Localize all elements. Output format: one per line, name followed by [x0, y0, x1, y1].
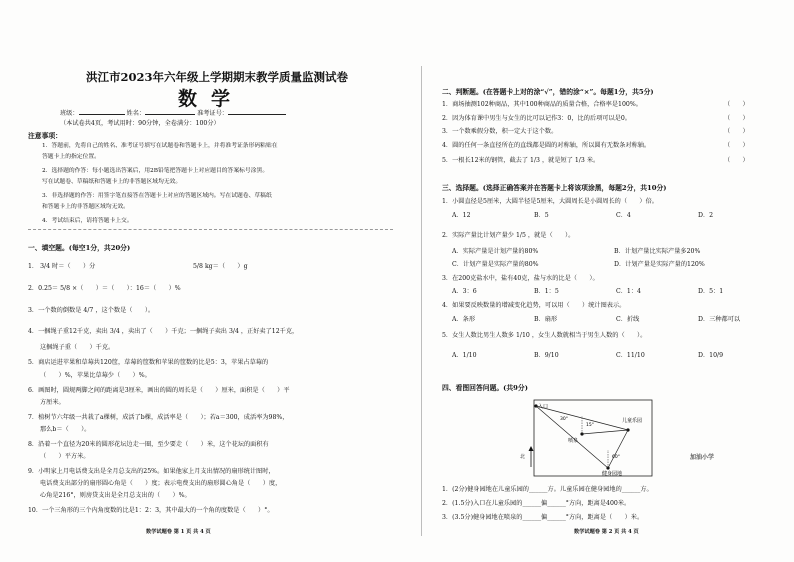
question-1: 1． 3/4 时＝（ ）分 [28, 263, 96, 270]
choice-q3: 3．在200克盐水中，盐有40克，盐与水的比是（ ）。 [442, 275, 599, 282]
question-6-cont: 方厘米。 [40, 399, 65, 406]
choice-option: C．1：4 [616, 288, 641, 295]
map-q1: 1．(2分)健身园地在儿童乐园的______方。儿童乐园在健身园地的______方。 [442, 486, 653, 493]
answer-paren: （ ） [724, 142, 749, 149]
choice-option: A．12 [452, 212, 471, 219]
fraction: 11/10 [626, 352, 645, 359]
choice-option: A．3：6 [452, 288, 477, 295]
choice-q1: 1．小圆直径是5厘米，大圆半径是5厘米，大圆周长是小圆周长的（ ）倍。 [442, 198, 658, 205]
note-line: 2．选择题的作答：每小题选出答案后，用2B铅笔把答题卡上对应题目的答案标号涂黑。 [42, 168, 269, 174]
ticket-field[interactable] [228, 114, 286, 115]
choice-option: C．折线 [616, 316, 640, 323]
map-figure [524, 398, 656, 478]
choice-option: D．5：1 [698, 288, 724, 295]
notes-heading: 注意事项： [28, 132, 62, 140]
section1-heading: 一、填空题。(每空1分，共20分) [28, 244, 131, 252]
map-q3: 3．(3.5分)健身园地在喷泉的______偏______°方向，距离是（ ）米。 [442, 514, 644, 521]
north-arrow-icon [524, 446, 538, 468]
notes-divider [28, 229, 393, 230]
choice-option: D．2 [698, 212, 714, 219]
class-field[interactable] [79, 114, 125, 115]
page-title: 洪江市2023年六年级上学期期末教学质量监测试卷 [86, 70, 349, 84]
choice-option: C．计划产量是实际产量的80% [452, 261, 539, 268]
gym-label: 健身园地 [602, 471, 623, 477]
note-line: 4．考试结束后，请将答题卡上交。 [42, 218, 133, 224]
question-2: 2．0.25＝ 5/8 ×（ ）＝（ ）：16＝（ ）% [28, 285, 181, 292]
question-7-cont: 那么b＝（ ）。 [40, 426, 91, 433]
choice-q2: 2．实际产量比计划产量少 1/5 ，就是（ ）。 [442, 232, 575, 239]
fraction: 3/4 [109, 328, 120, 335]
choice-option: D．10/9 [698, 352, 724, 359]
section4-heading: 四、看图回答问题。(共9分) [442, 384, 528, 392]
fraction: 10/9 [709, 352, 724, 359]
note-line: 3．非选择题的作答：用签字笔直接答在答题卡上对应的答题区域内。写在试题卷、草稿纸 [42, 193, 272, 199]
question-5-cont: （ ）%，苹果比草莓少（ ）%。 [40, 372, 151, 379]
choice-option: B．5 [534, 212, 549, 219]
note-line: 和答题卡上的非答题区域均无效。 [42, 204, 129, 210]
question-9: 9．小明家上月电话费支出是全月总支出的25%。如果他家上月支出情况的扇形统计图时， [28, 468, 275, 475]
fraction: 1/10 [515, 332, 530, 339]
answer-paren: （ ） [724, 101, 749, 108]
fraction: 3/4 [228, 328, 239, 335]
question-8-cont: （ ）平方米。 [40, 453, 90, 460]
subject-title: 数学 [178, 88, 245, 110]
choice-option: A．条形 [452, 316, 476, 323]
fraction: 5/8 [60, 285, 71, 292]
question-1b: 5/8 kg＝（ ）g [193, 263, 248, 270]
fraction: 1/3 [530, 157, 540, 164]
ticket-label: 准考证号： [197, 110, 228, 117]
student-info-line [60, 110, 286, 118]
choice-option: B．9/10 [534, 352, 559, 359]
answer-paren: （ ） [724, 115, 749, 122]
judge-item: 4．圆的任何一条直径所在的直线都是圆的对称轴，所以圆有无数条对称轴。 [442, 142, 651, 149]
judge-item: 1．商场抽测102种商品，其中100种商品的质量合格，合格率是100%。 [442, 101, 642, 108]
note-line: 写在试题卷、草稿纸和答题卡上的非答题区域均无效。 [42, 179, 182, 185]
choice-option: A．1/10 [452, 352, 477, 359]
name-label: 姓名： [126, 110, 146, 117]
map-q2: 2．(1.5分)入口在儿童乐园的______偏______°方向，距离是400米。 [442, 500, 631, 507]
page-footer-right: 数学试题卷 第 2 页 共 4 页 [574, 529, 639, 535]
note-line: 答题卡上的指定位置。 [42, 154, 100, 160]
question-10: 10．一个三角形的三个内角度数的比是1：2：3，其中最大的一个角的度数是（ ）°。 [28, 507, 274, 514]
fraction: 3/4 [40, 263, 51, 270]
watermark: 加油小学 [690, 454, 715, 461]
exam-info: （本试卷共4页，考试用时：90分钟，全卷满分：100分） [60, 120, 220, 127]
question-9-cont2: 心角是216°，则房贷支出是全月总支出的（ ）%。 [40, 492, 191, 499]
answer-paren: （ ） [724, 157, 749, 164]
answer-paren: （ ） [724, 128, 749, 135]
path-line [608, 430, 628, 468]
map-border [534, 400, 652, 476]
choice-q4: 4．如果要反映数量的增减变化趋势，可以用（ ）统计图表示。 [442, 302, 626, 309]
choice-option: B．计划产量比实际产量多20% [614, 248, 701, 255]
choice-option: A．实际产量是计划产量的80% [452, 248, 539, 255]
choice-option: C．11/10 [616, 352, 645, 359]
note-line: 1．答题前，先将自己的姓名、准考证号填写在试题卷和答题卡上，并将准考证条形码粘贴在 [42, 143, 278, 149]
path-line [582, 430, 628, 434]
angle-label: 30° [560, 417, 568, 422]
fraction: 1/5 [515, 232, 526, 239]
angle-label: 15° [586, 423, 594, 428]
fraction: 1/10 [462, 352, 477, 359]
north-label: 北 [520, 454, 526, 460]
angle-label: 60° [612, 455, 620, 460]
section2-heading: 二、判断题。(在答题卡上对的涂“√”，错的涂“×”。每题1分，共5分) [442, 88, 654, 96]
choice-option: B．1：5 [534, 288, 559, 295]
page-footer-left: 数学试题卷 第 1 页 共 4 页 [146, 529, 211, 535]
question-8: 8．沿着一个直径为20米的圆形花坛边走一圈，至少要走（ ）米，这个花坛的面积有 [28, 441, 269, 448]
choice-option: D．计划产量是实际产量的120% [614, 261, 705, 268]
choice-option: B．扇形 [534, 316, 558, 323]
class-label: 班级： [60, 110, 79, 117]
column-divider [421, 66, 422, 536]
judge-item: 2．因为体育课中男生与女生的比可以记作3：0，比的后项可以是0。 [442, 115, 631, 122]
choice-q5: 5．女生人数比男生人数多 1/10 ，女生人数就相当于男生人数的（ ）。 [442, 332, 647, 339]
choice-option: D．三种都可以 [698, 316, 741, 323]
question-6: 6．画图时，圆规两脚之间的距离是3厘米，画出的圆的周长是（ ）厘米，面积是（ ）平 [28, 387, 290, 394]
question-9-cont: 电话费支出部分的扇形圆心角是（ ）度；表示电费支出的扇形圆心角是（ ）度， [40, 480, 282, 487]
fraction: 4/7 [83, 307, 94, 314]
hall-label: 喷泉 [568, 438, 579, 444]
name-field[interactable] [145, 114, 195, 115]
section3-heading: 三、选择题。(选择正确答案并在答题卡上将该项涂黑，每题2分，共10分) [442, 184, 667, 192]
park-label: 儿童乐园 [622, 418, 643, 424]
judge-item-5: 5．一根长12米的钢管，截去了 1/3 ，就是短了 1/3 米。 [442, 157, 600, 164]
question-3: 3．一个数的倒数是 4/7 ，这个数是（ ）。 [28, 307, 155, 314]
fraction: 5/8 [193, 263, 203, 270]
question-5: 5．商店运进苹果和草莓共120筐，草莓的筐数和苹果的筐数的比是5：3，苹果占草莓的 [28, 359, 269, 366]
question-4-cont: 这捆绳子重（ ）千克。 [40, 344, 115, 351]
fraction: 9/10 [544, 352, 559, 359]
fraction: 1/3 [574, 157, 585, 164]
question-7: 7．植树节六年级一共栽了a棵树，成活了b棵，成活率是（ ）；若a＝300，成活率为98%， [28, 414, 289, 421]
question-4: 4．一捆绳子重12千克，卖出 3/4 ，卖出了（ ）千克；一捆绳子卖出 3/4 ，正好卖了12千克， [28, 328, 299, 335]
choice-option: C．4 [616, 212, 631, 219]
entrance-label: 入口 [538, 404, 549, 410]
judge-item: 3．一个数乘假分数，积一定大于这个数。 [442, 128, 558, 135]
